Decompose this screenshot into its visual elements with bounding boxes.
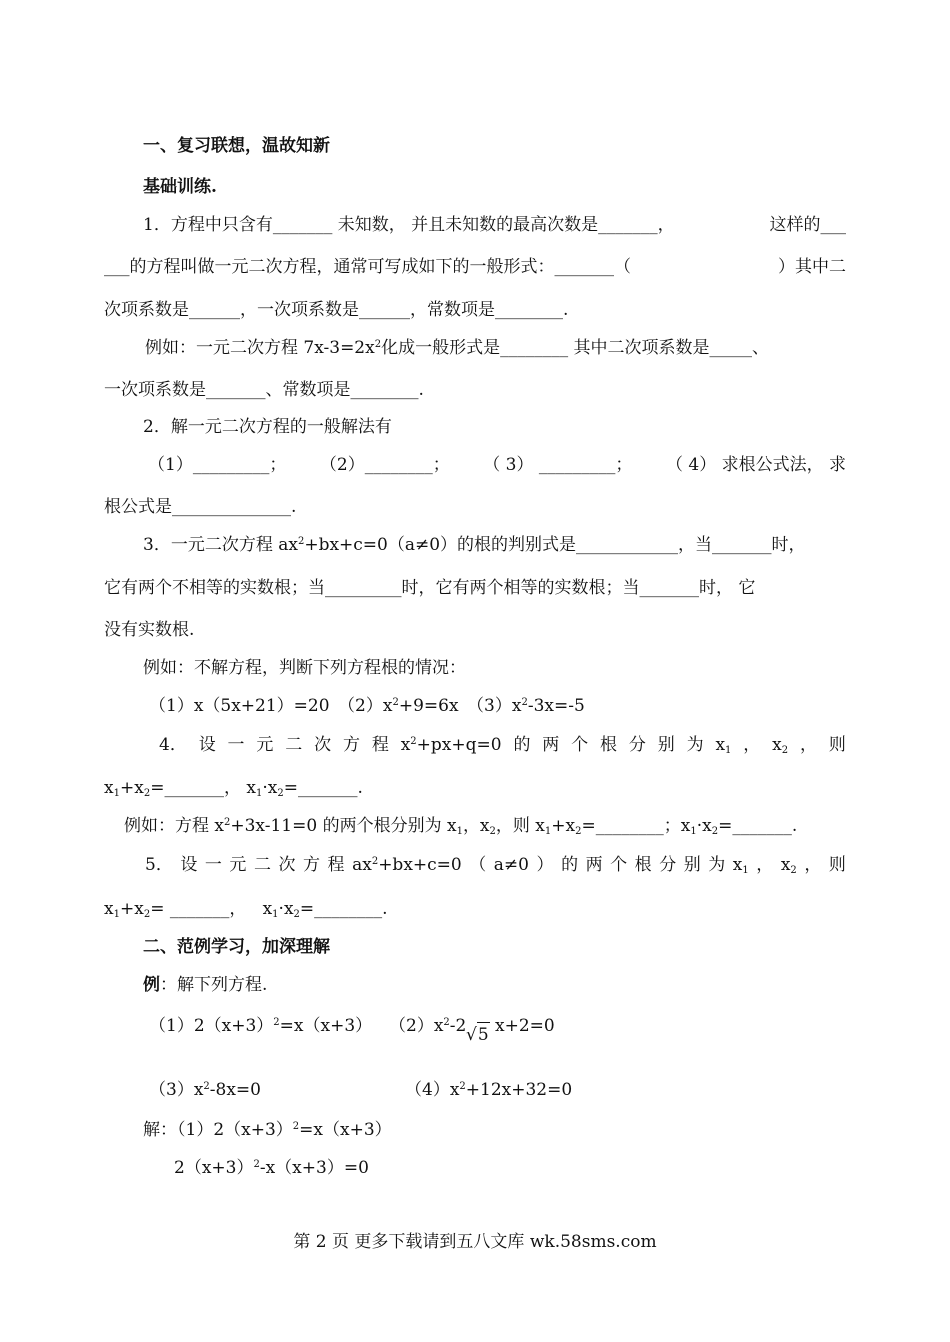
q5-x2: $x_2$ [780,855,797,876]
q4-word: 4． [159,735,187,755]
q1-line2 [104,255,846,279]
problem-1: $(1)2(x+3)^2=x(x+3)$ [149,1016,373,1036]
section-heading: 一、复习联想，温故知新 [143,136,330,156]
q5-word: 5． [145,855,173,875]
method-2: （2）________； [319,455,450,475]
q5-word: 为 [708,855,726,875]
example-label: 例 [143,975,160,995]
superscript: 2 [374,339,382,350]
q4-word: 程 [371,735,389,755]
q4-word: 别 [657,735,675,755]
q3-text: +bx+c=0（a≠0）的根的判别式是____________，当_______时， [304,535,806,555]
q5-word: 次 [278,855,296,875]
q5-word: ， [756,855,774,875]
q5-word: 个 [610,855,628,875]
q3-line1 [104,533,846,557]
q5-word: 一 [204,855,222,875]
sqrt-symbol: √5 [466,1022,490,1047]
q1-text: 1．方程中只含有_______ 未知数， 并且未知数的最高次数是_______， [143,215,675,235]
q1-text: 这样的___ [769,215,846,235]
q4-word: 为 [686,735,704,755]
q3-text: 3．一元二次方程 ax [143,535,298,555]
q1-example-line1 [104,336,846,360]
equation: +9=6x （3）x [398,696,522,716]
page-footer: 第 2 页 更多下载请到五八文库 wk.58sms.com [293,1232,657,1252]
q5-word: 分 [659,855,677,875]
q4-word: 根 [600,735,618,755]
q5-line1 [104,853,846,877]
equation: （1）x（5x+21）=20 （2）x [149,696,393,716]
q2-title: 2．解一元二次方程的一般解法有 [143,417,392,437]
q5-word: a≠0 [493,855,529,875]
solution-line1: 解：$(1)2(x+3)^2=x(x+3)$ [143,1120,392,1140]
q5-word: 二 [253,855,271,875]
q1-text: ）其中二 [778,257,846,277]
method-4: （ 4） 求根公式法， 求 [665,455,846,475]
subheading: 基础训练. [143,177,217,197]
solution-line2: $2(x+3)^2-x(x+3)=0$ [174,1158,369,1178]
q3-example-equations [149,694,585,718]
q4-line1 [104,733,846,757]
q5-word: （ [469,855,487,875]
method-3: （ 3） _________； [483,455,633,475]
q4-word: 的 [513,735,531,755]
problem-4: $(4)x^2+12x+32=0$ [405,1080,573,1100]
q4-word: 一 [227,735,245,755]
q5-word: 程 [327,855,345,875]
q4-word: 两 [542,735,560,755]
q4-equation: $x^2+px+q=0$ [400,735,502,755]
q3-example-title: 例如：不解方程，判断下列方程根的情况： [143,658,466,678]
superscript: 2 [297,536,305,547]
example-text: 化成一般形式是________ 其中二次项系数是_____、 [381,338,769,358]
q5-word: ） [536,855,554,875]
q5-word: ， [804,855,822,875]
q5-word: 方 [303,855,321,875]
method-1: （1）_________； [148,455,287,475]
q4-word: 个 [571,735,589,755]
q3-line3: 没有实数根. [104,620,195,640]
q5-word: 根 [634,855,652,875]
q5-x1: $x_1$ [732,855,749,876]
section-heading: 二、范例学习，加深理解 [143,937,330,957]
q4-x1: $x_1$ [715,735,732,756]
q4-word: 方 [342,735,360,755]
example-text: 例如：一元二次方程 7x-3=2x [145,338,375,358]
problem-2: $(2)x^2-2$ [389,1016,467,1036]
superscript: 2 [392,697,399,708]
q5-line2: $x_1+x_2=$ _______， $x_1\cdot x_2=\_\_\_\_\_\_\_\_$. [104,899,388,920]
q4-word: ， [799,735,817,755]
q1-example-line2: 一次项系数是_______、常数项是________. [104,380,424,400]
q4-x2: $x_2$ [772,735,789,756]
q4-word: 次 [314,735,332,755]
q4-example: 例如：方程 $x^2+3x-11=0$ 的两个根分别为 $x_1$，$x_2$，则 $x_1+x_2=\_\_\_\_\_\_\_\_$；$x_1\cdot x_2=\_\_\_\_\_\_\_$. [124,816,798,837]
q5-word: 的 [561,855,579,875]
q4-line2: $x_1+x_2=\_\_\_\_\_\_\_$， $x_1\cdot x_2=\_\_\_\_\_\_\_$. [104,778,363,799]
equation: -3x=-5 [527,696,585,716]
q5-word: 元 [229,855,247,875]
q5-word: 两 [585,855,603,875]
problem-3: $(3)x^2-8x=0$ [149,1080,261,1100]
q4-word: 设 [198,735,216,755]
q5-word: 则 [828,855,846,875]
q4-word: 分 [628,735,646,755]
q5-word: 设 [180,855,198,875]
q1-line3: 次项系数是______，一次项系数是______，常数项是________. [104,300,569,320]
q2-methods [104,453,846,477]
example-prompt [143,973,267,997]
q1-text: ___的方程叫做一元二次方程，通常可写成如下的一般形式：_______（ [104,257,631,277]
q3-line2: 它有两个不相等的实数根；当_________时，它有两个相等的实数根；当_______时， 它 [104,578,756,598]
q5-word: 别 [683,855,701,875]
q1-line1 [104,213,846,237]
superscript: 2 [521,697,528,708]
q5-equation: $ax^2+bx+c=0$ [352,855,462,875]
q4-word: 元 [256,735,274,755]
q2-formula: 根公式是______________. [104,497,297,517]
q4-word: 则 [828,735,846,755]
problem-2-tail: x+2=0 [495,1016,555,1036]
q4-word: 二 [285,735,303,755]
example-text: ：解下列方程. [160,975,268,995]
q4-word: ， [743,735,761,755]
